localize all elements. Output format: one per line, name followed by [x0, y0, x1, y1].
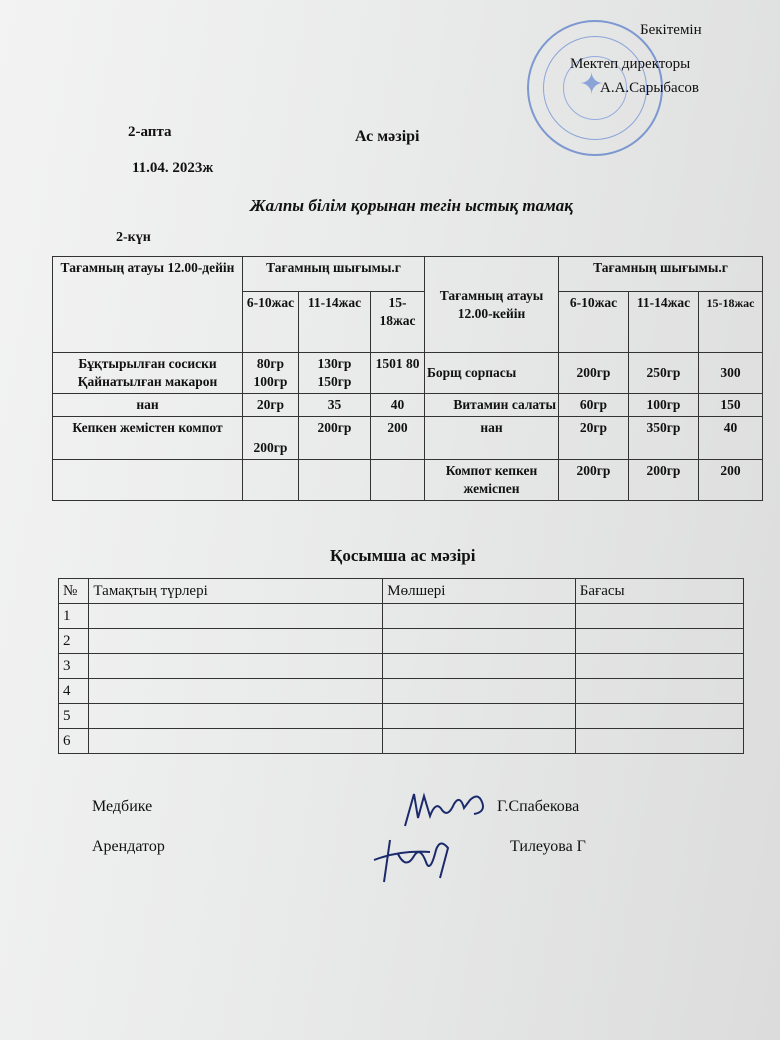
extra-header-amount: Мөлшері: [383, 579, 576, 604]
dish-name-after: Витамин салаты: [425, 394, 559, 417]
yield-cell: 150: [699, 394, 763, 417]
yield-cell: 20гр: [559, 417, 629, 460]
nurse-signature-scribble: [400, 788, 495, 832]
yield-cell: 200: [699, 460, 763, 501]
yield-cell: 20гр: [243, 394, 299, 417]
dish-name-after: Компот кепкен жеміспен: [425, 460, 559, 501]
approval-line-approve: Бекітемін: [640, 22, 702, 38]
yield-cell: 40: [699, 417, 763, 460]
dish-name-before: Кепкен жемістен компот: [53, 417, 243, 460]
extra-menu-title: Қосымша ас мәзірі: [330, 546, 476, 565]
table-row: [59, 729, 744, 754]
table-row: [59, 629, 744, 654]
subtitle: Жалпы білім қорынан тегін ыстық тамақ: [250, 196, 573, 215]
yield-cell: 200гр: [243, 417, 299, 460]
menu-table: [52, 256, 763, 501]
dish-name-before: нан: [53, 394, 243, 417]
yield-cell: 60гр: [559, 394, 629, 417]
header-name-before: Тағамның атауы 12.00-дейін: [53, 257, 243, 353]
approval-line-position: Мектеп директоры: [570, 56, 691, 72]
age-after-6-10: 6-10жас: [559, 292, 629, 353]
row-number: 2: [59, 629, 89, 654]
dish-name-before: [53, 460, 243, 501]
yield-cell: 35: [299, 394, 371, 417]
extra-header-number: №: [59, 579, 89, 604]
approval-line-director-name: А.А.Сарыбасов: [600, 80, 699, 96]
tenant-label: Арендатор: [92, 838, 165, 855]
table-row: [53, 417, 763, 460]
yield-cell: 200гр: [559, 353, 629, 394]
nurse-name: Г.Спабекова: [497, 798, 580, 815]
table-row: [53, 394, 763, 417]
yield-cell: 350гр: [629, 417, 699, 460]
yield-cell: 40: [371, 394, 425, 417]
row-number: 4: [59, 679, 89, 704]
table-row: [59, 704, 744, 729]
tenant-name: Тилеуова Г: [510, 838, 586, 855]
yield-cell: 200гр: [629, 460, 699, 501]
yield-cell: 100гр: [629, 394, 699, 417]
yield-cell: 200гр: [299, 417, 371, 460]
header-yield-after: Тағамның шығымы.г: [559, 257, 763, 292]
yield-cell: [299, 460, 371, 501]
age-before-15-18: 15-18жас: [371, 292, 425, 353]
age-before-11-14: 11-14жас: [299, 292, 371, 353]
yield-cell: [371, 460, 425, 501]
table-row: [59, 679, 744, 704]
extra-menu-table: [58, 578, 744, 754]
week-label: 2-апта: [128, 124, 172, 140]
yield-cell: 200: [371, 417, 425, 460]
yield-cell: 1501 80: [371, 353, 425, 394]
date-label: 11.04. 2023ж: [132, 160, 214, 176]
table-row: [59, 654, 744, 679]
table-row: [59, 604, 744, 629]
yield-cell: 200гр: [559, 460, 629, 501]
table-row: [53, 460, 763, 501]
row-number: 1: [59, 604, 89, 629]
nurse-label: Медбике: [92, 798, 153, 815]
row-number: 6: [59, 729, 89, 754]
yield-cell: [243, 460, 299, 501]
age-after-11-14: 11-14жас: [629, 292, 699, 353]
yield-cell: 300: [699, 353, 763, 394]
yield-cell: 250гр: [629, 353, 699, 394]
age-before-6-10: 6-10жас: [243, 292, 299, 353]
row-number: 5: [59, 704, 89, 729]
official-seal-stamp: ✦: [527, 20, 663, 156]
dish-name-after: Борщ сорпасы: [425, 353, 559, 394]
yield-cell: 80гр 100гр: [243, 353, 299, 394]
age-after-15-18: 15-18жас: [699, 292, 763, 353]
dish-name-before: Бұқтырылған сосиски Қайнатылған макарон: [53, 353, 243, 394]
tenant-signature-scribble: [370, 830, 460, 888]
header-yield-before: Тағамның шығымы.г: [243, 257, 425, 292]
table-row: [53, 353, 763, 394]
extra-header-price: Бағасы: [575, 579, 743, 604]
row-number: 3: [59, 654, 89, 679]
dish-name-after: нан: [425, 417, 559, 460]
header-name-after: Тағамның атауы 12.00-кейін: [425, 257, 559, 353]
page-title: Ас мәзірі: [355, 128, 420, 145]
day-label: 2-күн: [116, 230, 151, 245]
extra-header-food-types: Тамақтың түрлері: [89, 579, 383, 604]
yield-cell: 130гр 150гр: [299, 353, 371, 394]
